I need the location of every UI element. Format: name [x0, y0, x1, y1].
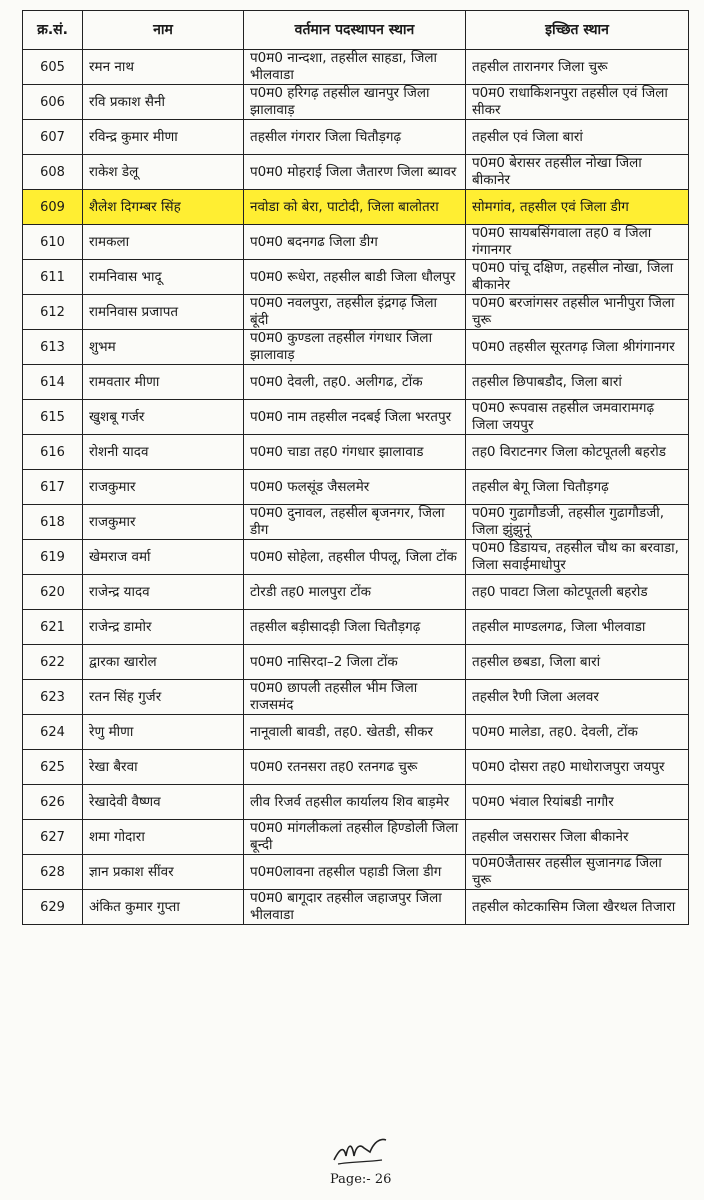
name-cell: राजकुमार	[83, 470, 244, 505]
current-posting-cell: प0म0 रूधेरा, तहसील बाडी जिला धौलपुर	[244, 260, 466, 295]
current-posting-cell: प0म0 नासिरदा–2 जिला टोंक	[244, 645, 466, 680]
current-posting-cell: प0म0 कुण्डला तहसील गंगधार जिला झालावाड़	[244, 330, 466, 365]
current-posting-cell: प0म0लावना तहसील पहाडी जिला डीग	[244, 855, 466, 890]
table-row	[23, 610, 689, 645]
current-posting-cell: तहसील बड़ीसादड़ी जिला चितौड़गढ़	[244, 610, 466, 645]
serial-number-cell: 624	[23, 715, 83, 750]
serial-number-cell: 627	[23, 820, 83, 855]
serial-number-cell: 607	[23, 120, 83, 155]
table-row	[23, 50, 689, 85]
table-row	[23, 680, 689, 715]
desired-posting-cell: प0म0 राधाकिशनपुरा तहसील एवं जिला सीकर	[466, 85, 689, 120]
name-cell: रामकला	[83, 225, 244, 260]
name-cell: राजेन्द्र यादव	[83, 575, 244, 610]
current-posting-cell: नानूवाली बावडी, तह0. खेतडी, सीकर	[244, 715, 466, 750]
serial-number-cell: 614	[23, 365, 83, 400]
name-cell: ज्ञान प्रकाश सींवर	[83, 855, 244, 890]
header-name: नाम	[83, 11, 244, 50]
desired-posting-cell: प0म0जैतासर तहसील सुजानगढ जिला चुरू	[466, 855, 689, 890]
page-number: Page:- 26	[330, 1172, 392, 1187]
serial-number-cell: 612	[23, 295, 83, 330]
current-posting-cell: प0म0 मोहराई जिला जैतारण जिला ब्यावर	[244, 155, 466, 190]
table-row	[23, 540, 689, 575]
table-row	[23, 225, 689, 260]
desired-posting-cell: प0म0 बेरासर तहसील नोखा जिला बीकानेर	[466, 155, 689, 190]
desired-posting-cell: प0म0 बरजांगसर तहसील भानीपुरा जिला चुरू	[466, 295, 689, 330]
table-row	[23, 855, 689, 890]
name-cell: रतन सिंह गुर्जर	[83, 680, 244, 715]
table-row	[23, 155, 689, 190]
table-row	[23, 295, 689, 330]
serial-number-cell: 623	[23, 680, 83, 715]
name-cell: रेणु मीणा	[83, 715, 244, 750]
name-cell: रेखा बैरवा	[83, 750, 244, 785]
table-row	[23, 120, 689, 155]
table-row	[23, 890, 689, 925]
serial-number-cell: 606	[23, 85, 83, 120]
desired-posting-cell: तहसील एवं जिला बारां	[466, 120, 689, 155]
serial-number-cell: 615	[23, 400, 83, 435]
current-posting-cell: लीव रिजर्व तहसील कार्यालय शिव बाड़मेर	[244, 785, 466, 820]
serial-number-cell: 621	[23, 610, 83, 645]
table-row	[23, 715, 689, 750]
name-cell: अंकित कुमार गुप्ता	[83, 890, 244, 925]
table-row	[23, 820, 689, 855]
serial-number-cell: 617	[23, 470, 83, 505]
desired-posting-cell: प0म0 तहसील सूरतगढ़ जिला श्रीगंगानगर	[466, 330, 689, 365]
name-cell: शैलेश दिगम्बर सिंह	[83, 190, 244, 225]
current-posting-cell: प0म0 बागूदार तहसील जहाजपुर जिला भीलवाडा	[244, 890, 466, 925]
desired-posting-cell: प0म0 रूपवास तहसील जमवारामगढ़ जिला जयपुर	[466, 400, 689, 435]
desired-posting-cell: प0म0 पांचू दक्षिण, तहसील नोखा, जिला बीकानेर	[466, 260, 689, 295]
serial-number-cell: 611	[23, 260, 83, 295]
desired-posting-cell: तह0 पावटा जिला कोटपूतली बहरोड	[466, 575, 689, 610]
name-cell: द्वारका खारोल	[83, 645, 244, 680]
table-row	[23, 645, 689, 680]
table-row	[23, 330, 689, 365]
current-posting-cell: नवोडा को बेरा, पाटोदी, जिला बालोतरा	[244, 190, 466, 225]
name-cell: राजेन्द्र डामोर	[83, 610, 244, 645]
serial-number-cell: 626	[23, 785, 83, 820]
serial-number-cell: 618	[23, 505, 83, 540]
current-posting-cell: प0म0 मांगलीकलां तहसील हिण्डोली जिला बून्दी	[244, 820, 466, 855]
desired-posting-cell: तहसील कोटकासिम जिला खैरथल तिजारा	[466, 890, 689, 925]
desired-posting-cell: सोमगांव, तहसील एवं जिला डीग	[466, 190, 689, 225]
desired-posting-cell: तहसील माण्डलगढ, जिला भीलवाडा	[466, 610, 689, 645]
header-serial: क्र.सं.	[23, 11, 83, 50]
name-cell: खुशबू गर्जर	[83, 400, 244, 435]
desired-posting-cell: तहसील रैणी जिला अलवर	[466, 680, 689, 715]
current-posting-cell: प0म0 नान्दशा, तहसील साहडा, जिला भीलवाडा	[244, 50, 466, 85]
current-posting-cell: प0म0 सोहेला, तहसील पीपलू, जिला टोंक	[244, 540, 466, 575]
document-sheet	[22, 10, 688, 925]
current-posting-cell: प0म0 चाडा तह0 गंगधार झालावाड	[244, 435, 466, 470]
name-cell: रोशनी यादव	[83, 435, 244, 470]
table-header-row	[23, 11, 689, 50]
desired-posting-cell: तहसील तारानगर जिला चुरू	[466, 50, 689, 85]
current-posting-cell: प0म0 नवलपुरा, तहसील इंद्रगढ़ जिला बूंदी	[244, 295, 466, 330]
current-posting-cell: प0म0 बदनगढ जिला डीग	[244, 225, 466, 260]
current-posting-cell: तहसील गंगरार जिला चितौड़गढ़	[244, 120, 466, 155]
name-cell: रमन नाथ	[83, 50, 244, 85]
desired-posting-cell: प0म0 दोसरा तह0 माधोराजपुरा जयपुर	[466, 750, 689, 785]
name-cell: रविन्द्र कुमार मीणा	[83, 120, 244, 155]
table-row	[23, 470, 689, 505]
table-row	[23, 785, 689, 820]
serial-number-cell: 620	[23, 575, 83, 610]
table-row	[23, 435, 689, 470]
serial-number-cell: 605	[23, 50, 83, 85]
header-desired-posting: इच्छित स्थान	[466, 11, 689, 50]
current-posting-cell: प0म0 हरिगढ़ तहसील खानपुर जिला झालावाड़	[244, 85, 466, 120]
serial-number-cell: 625	[23, 750, 83, 785]
current-posting-cell: प0म0 नाम तहसील नदबई जिला भरतपुर	[244, 400, 466, 435]
serial-number-cell: 629	[23, 890, 83, 925]
name-cell: राजकुमार	[83, 505, 244, 540]
desired-posting-cell: प0म0 डिडायच, तहसील चौथ का बरवाडा, जिला सवाईमाधोपुर	[466, 540, 689, 575]
table-row	[23, 575, 689, 610]
name-cell: शुभम	[83, 330, 244, 365]
header-current-posting: वर्तमान पदस्थापन स्थान	[244, 11, 466, 50]
transfer-table	[22, 10, 689, 925]
desired-posting-cell: तह0 विराटनगर जिला कोटपूतली बहरोड	[466, 435, 689, 470]
name-cell: खेमराज वर्मा	[83, 540, 244, 575]
desired-posting-cell: तहसील बेगू जिला चितौड़गढ़	[466, 470, 689, 505]
serial-number-cell: 622	[23, 645, 83, 680]
current-posting-cell: प0म0 देवली, तह0. अलीगढ, टोंक	[244, 365, 466, 400]
name-cell: शमा गोदारा	[83, 820, 244, 855]
table-row	[23, 85, 689, 120]
signature-mark	[330, 1130, 390, 1170]
desired-posting-cell: तहसील छबडा, जिला बारां	[466, 645, 689, 680]
serial-number-cell: 609	[23, 190, 83, 225]
desired-posting-cell: प0म0 मालेडा, तह0. देवली, टोंक	[466, 715, 689, 750]
table-row	[23, 365, 689, 400]
desired-posting-cell: प0म0 भंवाल रियांबडी नागौर	[466, 785, 689, 820]
desired-posting-cell: तहसील जसरासर जिला बीकानेर	[466, 820, 689, 855]
serial-number-cell: 608	[23, 155, 83, 190]
serial-number-cell: 610	[23, 225, 83, 260]
table-row	[23, 260, 689, 295]
current-posting-cell: टोरडी तह0 मालपुरा टोंक	[244, 575, 466, 610]
desired-posting-cell: प0म0 सायबसिंगवाला तह0 व जिला गंगानगर	[466, 225, 689, 260]
serial-number-cell: 613	[23, 330, 83, 365]
current-posting-cell: प0म0 रतनसरा तह0 रतनगढ चुरू	[244, 750, 466, 785]
name-cell: रेखादेवी वैष्णव	[83, 785, 244, 820]
table-row	[23, 750, 689, 785]
current-posting-cell: प0म0 फलसूंड जैसलमेर	[244, 470, 466, 505]
desired-posting-cell: तहसील छिपाबडौद, जिला बारां	[466, 365, 689, 400]
current-posting-cell: प0म0 दुनावल, तहसील बृजनगर, जिला डीग	[244, 505, 466, 540]
desired-posting-cell: प0म0 गुढागौडजी, तहसील गुढागौडजी, जिला झुंझुनूं	[466, 505, 689, 540]
serial-number-cell: 616	[23, 435, 83, 470]
serial-number-cell: 619	[23, 540, 83, 575]
table-row	[23, 505, 689, 540]
name-cell: रामनिवास प्रजापत	[83, 295, 244, 330]
serial-number-cell: 628	[23, 855, 83, 890]
table-row	[23, 400, 689, 435]
current-posting-cell: प0म0 छापली तहसील भीम जिला राजसमंद	[244, 680, 466, 715]
name-cell: रवि प्रकाश सैनी	[83, 85, 244, 120]
name-cell: राकेश डेलू	[83, 155, 244, 190]
name-cell: रामनिवास भादू	[83, 260, 244, 295]
table-row	[23, 190, 689, 225]
name-cell: रामवतार मीणा	[83, 365, 244, 400]
